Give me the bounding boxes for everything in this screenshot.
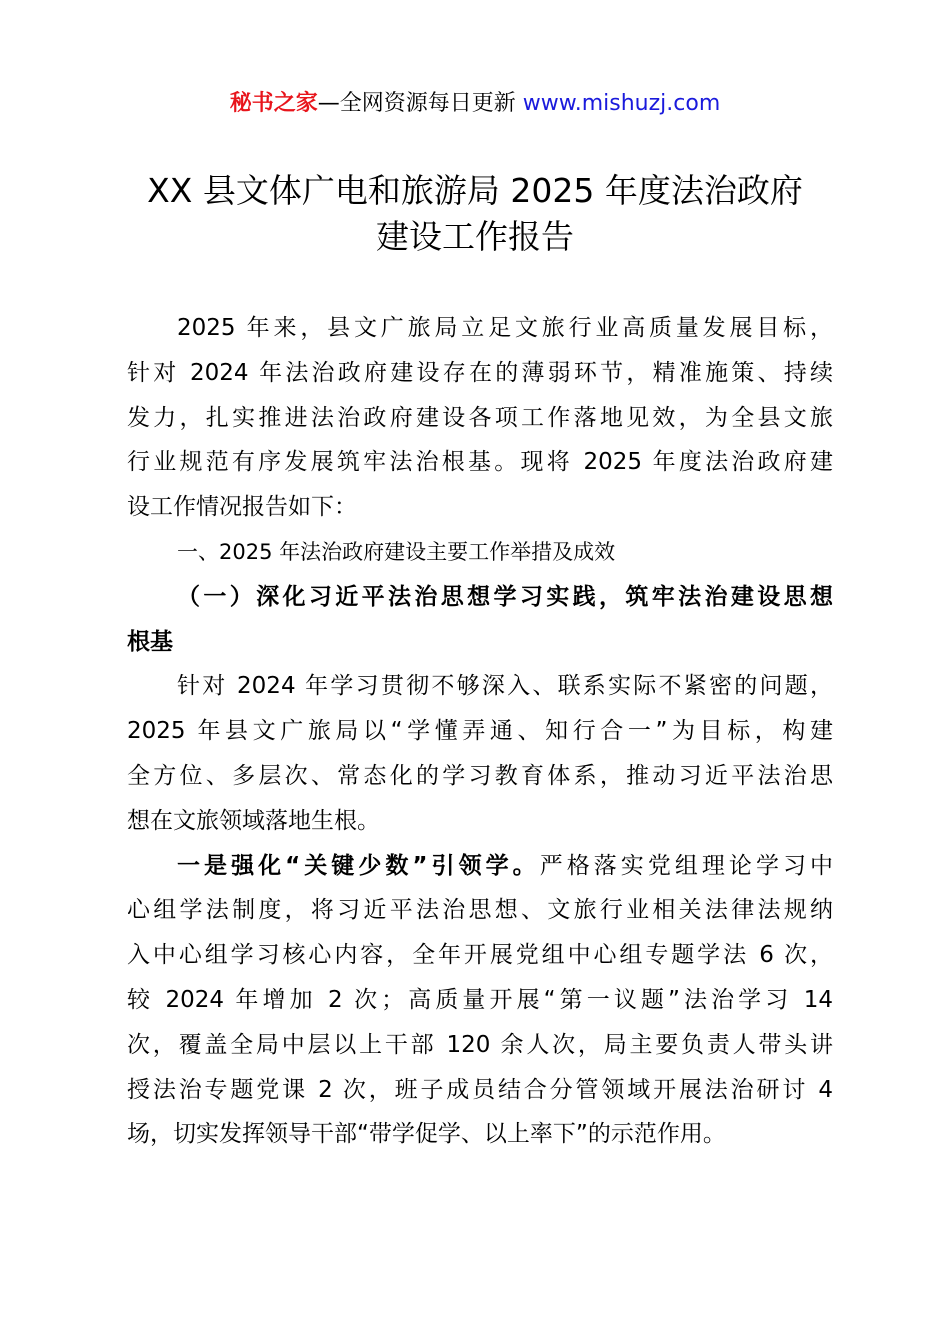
subsection-heading: （一）深化习近平法治思想学习实践，筑牢法治建设思想: [177, 583, 833, 610]
brand-name: 秘书之家: [229, 91, 318, 116]
document-title: [100, 168, 850, 260]
intro-line: 设工作情况报告如下：: [127, 494, 357, 521]
paragraph-lead: 一是强化“关键少数”引领学。: [177, 852, 540, 879]
paragraph-line: 针对 2024 年学习贯彻不够深入、联系实际不紧密的问题，: [177, 673, 833, 700]
document-body: [127, 306, 833, 1157]
subsection-heading: 根基: [127, 628, 173, 655]
section-heading: 一、2025 年法治政府建设主要工作举措及成效: [177, 539, 616, 564]
site-banner: [0, 88, 950, 120]
paragraph-line: 授法治专题党课 2 次，班子成员结合分管领域开展法治研讨 4: [127, 1076, 833, 1103]
paragraph-line: 心组学法制度，将习近平法治思想、文旅行业相关法律法规纳: [127, 897, 833, 924]
paragraph-line: 全方位、多层次、常态化的学习教育体系，推动习近平法治思: [127, 762, 833, 789]
paragraph-line: 次，覆盖全局中层以上干部 120 余人次，局主要负责人带头讲: [127, 1031, 833, 1058]
paragraph-line: 较 2024 年增加 2 次；高质量开展“第一议题”法治学习 14: [127, 986, 833, 1013]
paragraph-line: [127, 844, 833, 889]
title-line: XX 县文体广电和旅游局 2025 年度法治政府: [147, 171, 803, 210]
banner-slogan: —全网资源每日更新: [317, 91, 523, 116]
paragraph-line: 2025 年县文广旅局以“学懂弄通、知行合一”为目标，构建: [127, 718, 833, 745]
paragraph-line: 场，切实发挥领导干部“带学促学、以上率下”的示范作用。: [127, 1121, 726, 1148]
title-line: 建设工作报告: [376, 217, 574, 256]
intro-line: 2025 年来，县文广旅局立足文旅行业高质量发展目标，: [177, 315, 833, 341]
site-url[interactable]: www.mishuzj.com: [522, 91, 721, 116]
paragraph-line: 想在文旅领域落地生根。: [127, 807, 380, 834]
intro-line: 针对 2024 年法治政府建设存在的薄弱环节，精准施策、持续: [127, 359, 833, 386]
paragraph-text: 严格落实党组理论学习中: [539, 852, 834, 879]
paragraph-line: 入中心组学习核心内容，全年开展党组中心组专题学法 6 次，: [127, 942, 833, 969]
intro-line: 行业规范有序发展筑牢法治根基。现将 2025 年度法治政府建: [127, 449, 833, 476]
intro-line: 发力，扎实推进法治政府建设各项工作落地见效，为全县文旅: [127, 404, 833, 431]
